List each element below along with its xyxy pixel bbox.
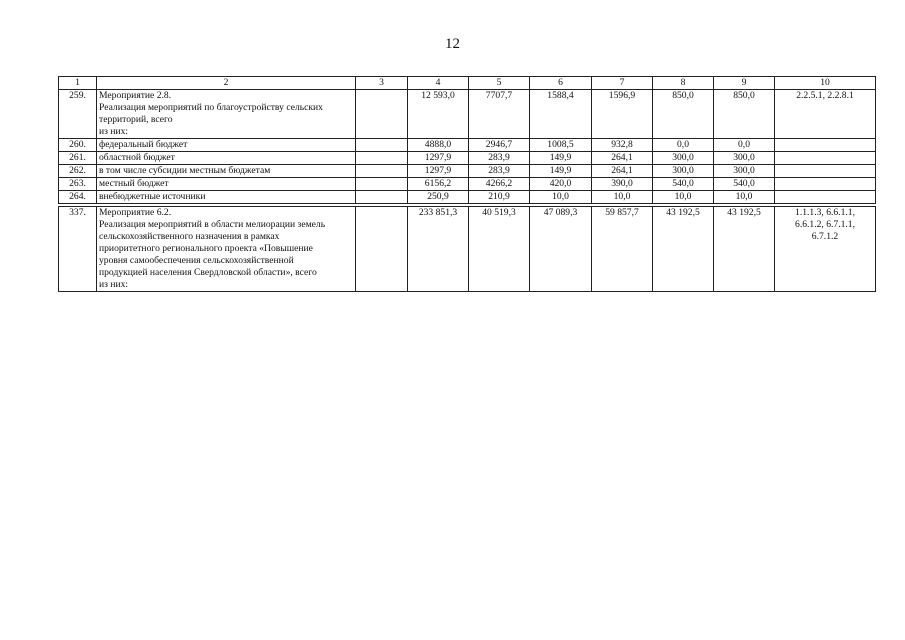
value-cell: 850,0: [714, 90, 775, 139]
value-cell: 2946,7: [469, 139, 530, 152]
column-3-cell: [356, 165, 408, 178]
column-header: 9: [714, 77, 775, 90]
column-3-cell: [356, 90, 408, 139]
target-code-line: 6.6.1.2, 6.7.1.1,: [795, 219, 855, 230]
table-row: [59, 139, 876, 152]
value-cell: 233 851,3: [408, 207, 469, 292]
value-cell: 300,0: [714, 152, 775, 165]
table-row: [59, 207, 876, 292]
row-number-cell: 264.: [59, 191, 97, 204]
description-line: из них:: [99, 279, 129, 290]
header-row: [59, 77, 876, 90]
description-line: Реализация мероприятий по благоустройству сельских: [99, 102, 323, 113]
value-cell: 264,1: [592, 165, 653, 178]
value-cell: 283,9: [469, 165, 530, 178]
column-header: 5: [469, 77, 530, 90]
value-cell: 300,0: [653, 165, 714, 178]
target-codes-cell: [775, 191, 876, 204]
column-header: 4: [408, 77, 469, 90]
column-3-cell: [356, 139, 408, 152]
table-row: [59, 152, 876, 165]
column-3-cell: [356, 191, 408, 204]
description-cell: [97, 165, 356, 178]
value-cell: 10,0: [592, 191, 653, 204]
description-line: из них:: [99, 126, 129, 137]
value-cell: 40 519,3: [469, 207, 530, 292]
row-number-cell: 260.: [59, 139, 97, 152]
target-codes-cell: [775, 207, 876, 292]
value-cell: 47 089,3: [530, 207, 592, 292]
description-cell: [97, 178, 356, 191]
target-codes-cell: [775, 90, 876, 139]
value-cell: 4888,0: [408, 139, 469, 152]
budget-table: [58, 76, 876, 292]
value-cell: 1596,9: [592, 90, 653, 139]
value-cell: 283,9: [469, 152, 530, 165]
description-line: местный бюджет: [99, 178, 169, 189]
value-cell: 1008,5: [530, 139, 592, 152]
value-cell: 420,0: [530, 178, 592, 191]
description-line: уровня самообеспечения сельскохозяйственной: [99, 255, 294, 266]
value-cell: 300,0: [653, 152, 714, 165]
value-cell: 1588,4: [530, 90, 592, 139]
column-header: 10: [775, 77, 876, 90]
value-cell: 1297,9: [408, 152, 469, 165]
value-cell: 59 857,7: [592, 207, 653, 292]
target-codes-cell: [775, 165, 876, 178]
column-3-cell: [356, 178, 408, 191]
table-row: [59, 90, 876, 139]
description-cell: [97, 191, 356, 204]
row-number-cell: 263.: [59, 178, 97, 191]
description-cell: [97, 90, 356, 139]
value-cell: 10,0: [653, 191, 714, 204]
target-codes-cell: [775, 152, 876, 165]
description-line: областной бюджет: [99, 152, 175, 163]
column-header: 6: [530, 77, 592, 90]
table-body: [59, 77, 876, 292]
value-cell: 250,9: [408, 191, 469, 204]
value-cell: 149,9: [530, 165, 592, 178]
description-line: территорий, всего: [99, 114, 173, 125]
column-3-cell: [356, 207, 408, 292]
value-cell: 10,0: [714, 191, 775, 204]
value-cell: 264,1: [592, 152, 653, 165]
value-cell: 10,0: [530, 191, 592, 204]
value-cell: 850,0: [653, 90, 714, 139]
target-codes-cell: [775, 139, 876, 152]
value-cell: 0,0: [653, 139, 714, 152]
description-line: Реализация мероприятий в области мелиорации земель: [99, 219, 326, 230]
page-number: 12: [445, 36, 460, 52]
description-line: Мероприятие 6.2.: [99, 207, 172, 218]
value-cell: 540,0: [653, 178, 714, 191]
value-cell: 300,0: [714, 165, 775, 178]
value-cell: 6156,2: [408, 178, 469, 191]
value-cell: 390,0: [592, 178, 653, 191]
description-line: федеральный бюджет: [99, 139, 188, 150]
table-row: [59, 178, 876, 191]
target-codes-cell: [775, 178, 876, 191]
description-line: приоритетного регионального проекта «Повышение: [99, 243, 313, 254]
value-cell: 540,0: [714, 178, 775, 191]
value-cell: 210,9: [469, 191, 530, 204]
description-line: в том числе субсидии местным бюджетам: [99, 165, 271, 176]
column-3-cell: [356, 152, 408, 165]
row-number-cell: 262.: [59, 165, 97, 178]
target-code-line: 6.7.1.2: [811, 231, 839, 242]
target-code-line: 2.2.5.1, 2.2.8.1: [796, 90, 854, 101]
row-number-cell: 261.: [59, 152, 97, 165]
value-cell: 932,8: [592, 139, 653, 152]
column-header: 3: [356, 77, 408, 90]
column-header: 1: [59, 77, 97, 90]
column-header: 8: [653, 77, 714, 90]
value-cell: 4266,2: [469, 178, 530, 191]
column-header: 2: [97, 77, 356, 90]
target-code-line: 1.1.1.3, 6.6.1.1,: [795, 207, 855, 218]
column-header: 7: [592, 77, 653, 90]
value-cell: 1297,9: [408, 165, 469, 178]
value-cell: 43 192,5: [653, 207, 714, 292]
value-cell: 7707,7: [469, 90, 530, 139]
description-cell: [97, 139, 356, 152]
value-cell: 12 593,0: [408, 90, 469, 139]
table-row: [59, 165, 876, 178]
description-cell: [97, 207, 356, 292]
row-number-cell: 259.: [59, 90, 97, 139]
description-cell: [97, 152, 356, 165]
value-cell: 0,0: [714, 139, 775, 152]
row-number-cell: 337.: [59, 207, 97, 292]
description-line: Мероприятие 2.8.: [99, 90, 172, 101]
table-row: [59, 191, 876, 204]
description-line: сельскохозяйственного назначения в рамках: [99, 231, 280, 242]
description-line: внебюджетные источники: [99, 191, 206, 202]
value-cell: 149,9: [530, 152, 592, 165]
value-cell: 43 192,5: [714, 207, 775, 292]
description-line: продукцией населения Свердловской области», всего: [99, 267, 317, 278]
